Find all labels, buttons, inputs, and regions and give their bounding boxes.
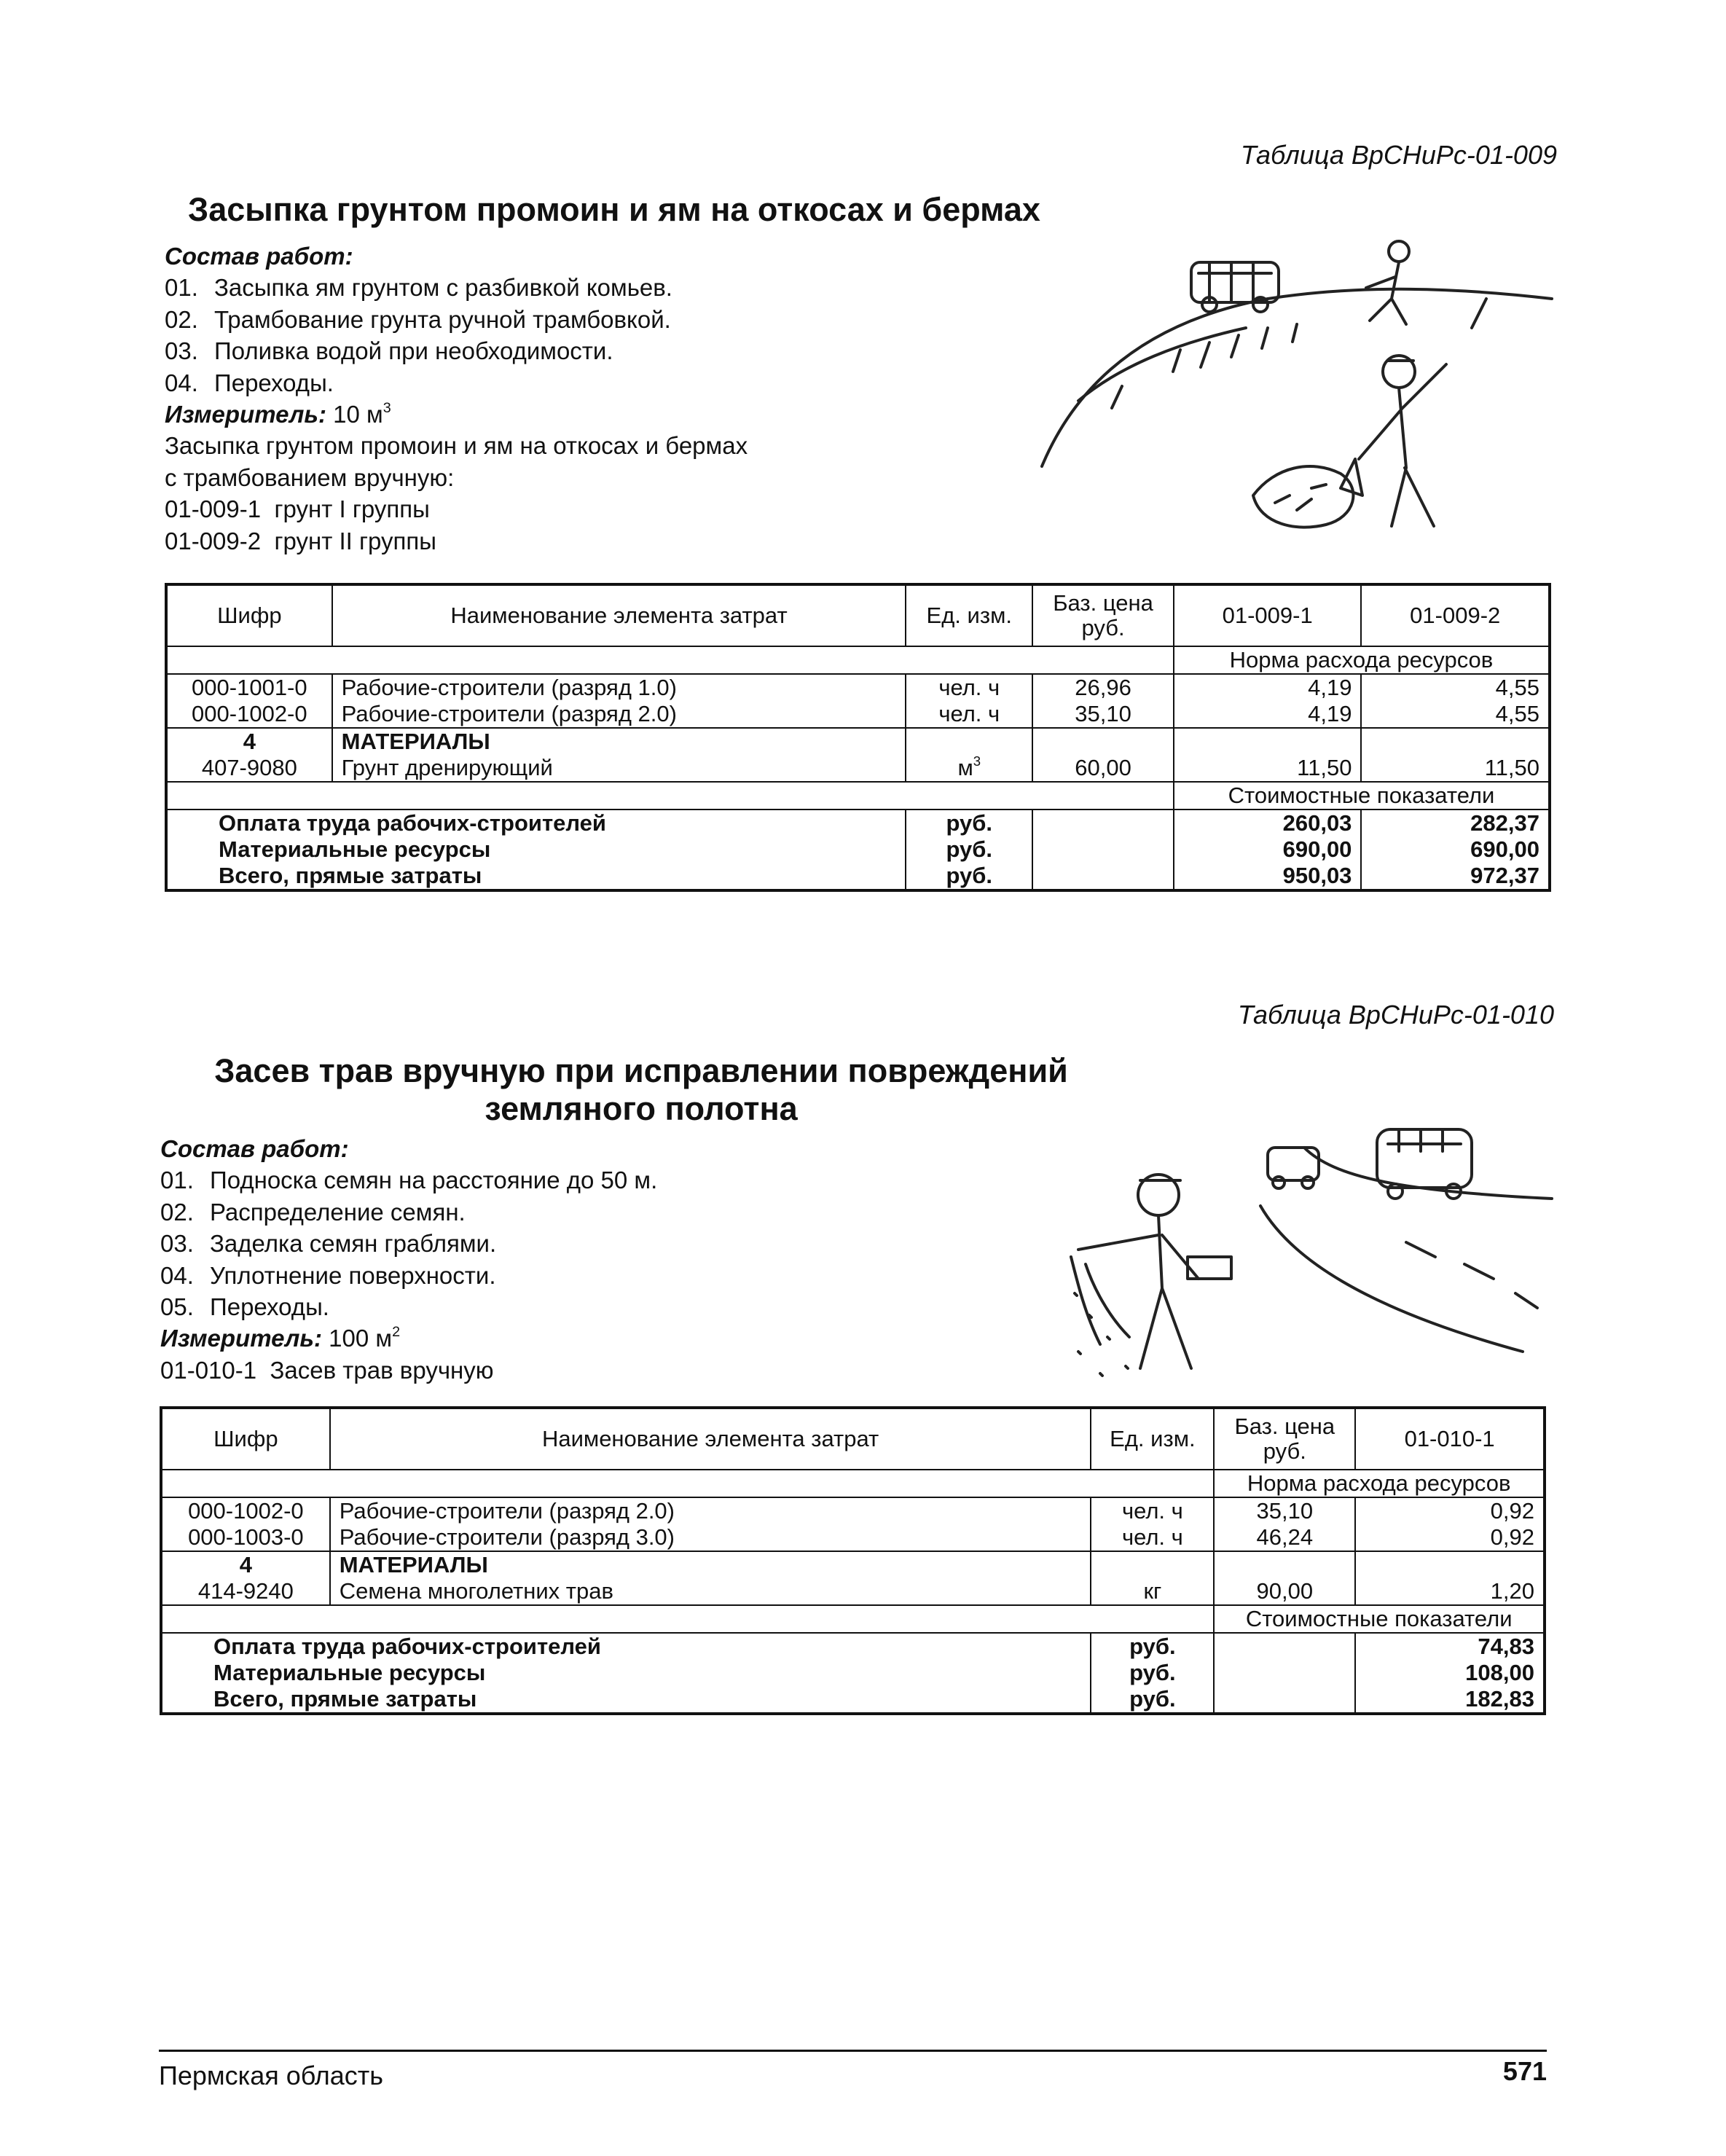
works-heading: Состав работ: xyxy=(160,1135,349,1162)
table-row: 000-1002-0 Рабочие-строители (разряд 2.0) чел. ч 35,10 0,92 xyxy=(161,1497,1545,1524)
header-price: Баз. цена руб. xyxy=(1032,584,1174,646)
work-description xyxy=(165,240,748,557)
meter-line: Измеритель: 100 $м^2$ xyxy=(160,1324,401,1352)
section-norms: Норма расхода ресурсов xyxy=(1174,646,1550,674)
description-line: Засыпка грунтом промоин и ям на откосах и бермах xyxy=(165,432,748,460)
section-row xyxy=(161,1470,1545,1497)
total-row: Оплата труда рабочих-строителей руб. 260,03 282,37 xyxy=(166,810,1550,836)
header-name: Наименование элемента затрат xyxy=(330,1408,1091,1470)
work-description xyxy=(160,1133,657,1386)
work-item: 04. Переходы. xyxy=(165,369,334,396)
materials-heading-row: 4 МАТЕРИАЛЫ xyxy=(161,1551,1545,1578)
page-number: 571 xyxy=(1502,2056,1547,2086)
cost-table xyxy=(160,1406,1546,1715)
table-header-row xyxy=(161,1408,1545,1470)
footer-rule xyxy=(159,2050,1547,2052)
header-col2: 01-009-2 xyxy=(1361,584,1550,646)
work-item: 02. Трамбование грунта ручной трамбовкой. xyxy=(165,305,671,333)
work-item: 03. Поливка водой при необходимости. xyxy=(165,337,613,365)
table-row: 414-9240 Семена многолетних трав кг 90,00 1,20 xyxy=(161,1578,1545,1605)
work-item: 01. Засыпка ям грунтом с разбивкой комьев. xyxy=(165,274,672,302)
total-row: Оплата труда рабочих-строителей руб. 74,83 xyxy=(161,1633,1545,1660)
header-unit: Ед. изм. xyxy=(1091,1408,1214,1470)
cost-table xyxy=(165,583,1551,892)
total-row: Всего, прямые затраты руб. 950,03 972,37 xyxy=(166,863,1550,890)
header-name: Наименование элемента затрат xyxy=(332,584,906,646)
header-price: Баз. цена руб. xyxy=(1214,1408,1355,1470)
section-title: Засев трав вручную при исправлении повреждений земляного полотна xyxy=(214,1052,1068,1127)
code-line: 01-010-1 Засев трав вручную xyxy=(160,1356,494,1384)
table-row: 407-9080 Грунт дренирующий $м^3$ 60,00 11,50 11,50 xyxy=(166,755,1550,782)
description-line: с трамбованием вручную: xyxy=(165,463,455,491)
table-row: 000-1003-0 Рабочие-строители (разряд 3.0) чел. ч 46,24 0,92 xyxy=(161,1524,1545,1551)
table-row: 000-1001-0 Рабочие-строители (разряд 1.0) чел. ч 26,96 4,19 4,55 xyxy=(166,674,1550,701)
section-row xyxy=(161,1605,1545,1633)
total-row: Материальные ресурсы руб. 108,00 xyxy=(161,1660,1545,1686)
header-unit: Ед. изм. xyxy=(906,584,1032,646)
header-col1: 01-010-1 xyxy=(1355,1408,1545,1470)
header-code: Шифр xyxy=(166,584,332,646)
footer-region: Пермская область xyxy=(159,2061,384,2090)
table-label: Таблица ВрСНиРс-01-010 xyxy=(1237,1000,1554,1030)
work-item: 02. Распределение семян. xyxy=(160,1198,466,1226)
work-item: 01. Подноска семян на расстояние до 50 м. xyxy=(160,1167,658,1194)
section-costs: Стоимостные показатели xyxy=(1214,1605,1545,1633)
table-label: Таблица ВрСНиРс-01-009 xyxy=(1240,140,1557,170)
works-heading: Состав работ: xyxy=(165,243,353,270)
code-line: 01-009-2 грунт II группы xyxy=(165,527,436,554)
total-row: Материальные ресурсы руб. 690,00 690,00 xyxy=(166,836,1550,863)
section-row xyxy=(166,782,1550,810)
meter-line: Измеритель: 10 $м^3$ xyxy=(165,399,391,428)
illustration-slope-workers xyxy=(1035,219,1559,561)
code-line: 01-009-1 грунт I группы xyxy=(165,495,430,523)
total-row: Всего, прямые затраты руб. 182,83 xyxy=(161,1686,1545,1714)
work-item: 03. Заделка семян граблями. xyxy=(160,1230,497,1258)
section-norms: Норма расхода ресурсов xyxy=(1214,1470,1545,1497)
work-item: 04. Уплотнение поверхности. xyxy=(160,1261,496,1289)
table-row: 000-1002-0 Рабочие-строители (разряд 2.0) чел. ч 35,10 4,19 4,55 xyxy=(166,701,1550,728)
header-code: Шифр xyxy=(161,1408,330,1470)
work-item: 05. Переходы. xyxy=(160,1293,329,1320)
section-title: Засыпка грунтом промоин и ям на откосах и бермах xyxy=(188,191,1040,228)
materials-heading-row: 4 МАТЕРИАЛЫ xyxy=(166,728,1550,755)
illustration-sowing-worker xyxy=(1056,1118,1559,1395)
section-costs: Стоимостные показатели xyxy=(1174,782,1550,810)
table-header-row xyxy=(166,584,1550,646)
header-col1: 01-009-1 xyxy=(1174,584,1362,646)
section-row xyxy=(166,646,1550,674)
